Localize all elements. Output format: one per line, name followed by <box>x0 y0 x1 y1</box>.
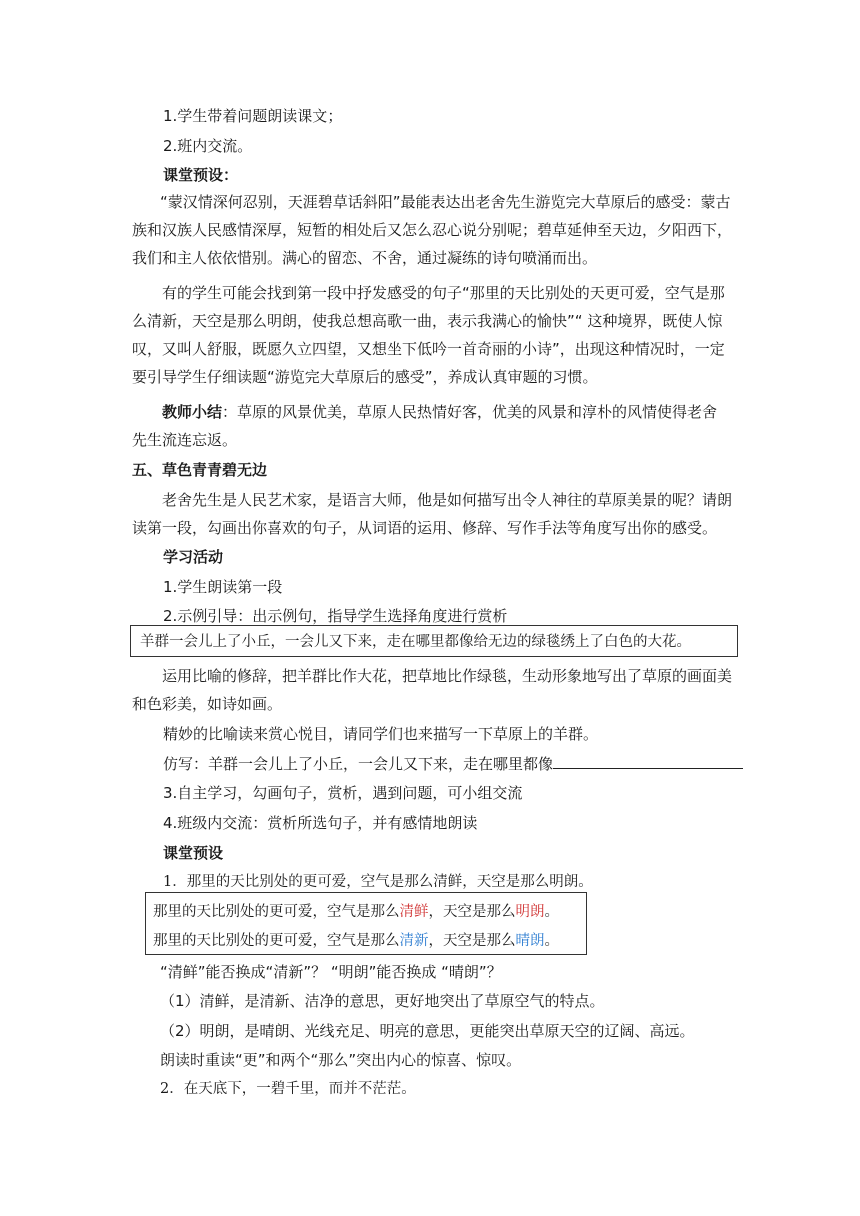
paragraph-metaphor-analysis: 运用比喻的修辞，把羊群比作大花，把草地比作绿毯，生动形象地写出了草原的画面美和色彩美，如诗如画。 <box>132 667 733 713</box>
teacher-summary <box>132 398 732 454</box>
reading-tip: 朗读时重读“更”和两个“那么”突出内心的惊喜、惊叹。 <box>160 1051 522 1069</box>
activity-4: 4.班级内交流：赏析所选句子，并有感情地朗读 <box>163 814 478 832</box>
imitation-writing <box>163 754 763 774</box>
step-1: 1.学生带着问题朗读课文； <box>163 107 343 125</box>
step-2: 2.班内交流。 <box>163 137 253 155</box>
comparison-original-middle: ，天空是那么 <box>428 904 516 920</box>
comparison-original-prefix: 那里的天比别处的更可爱，空气是那么 <box>153 904 400 920</box>
word-qinglang: 晴朗 <box>515 933 545 949</box>
imitation-writing-text: 仿写：羊群一会儿上了小丘，一会儿又下来，走在哪里都像 <box>163 755 554 773</box>
explanation-1: （1）清鲜，是清新、洁净的意思，更好地突出了草原空气的特点。 <box>160 992 605 1010</box>
example-sentence: 羊群一会儿上了小丘，一会儿又下来，走在哪里都像给无边的绿毯绣上了白色的大花。 <box>140 634 691 650</box>
teacher-summary-text: ：草原的风景优美，草原人民热情好客，优美的风景和淳朴的风情使得老舍先生流连忘返。 <box>132 403 718 449</box>
heading-class-preset: 课堂预设： <box>163 166 239 184</box>
paragraph-farewell-poem: “蒙汉情深何忍别，天涯碧草话斜阳”最能表达出老舍先生游览完大草原后的感受：蒙古族和汉族人民感情深厚，短暂的相处后又怎么忍心说分别呢；碧草延伸至天边，夕阳西下，我们和主人依依惜别。满心的留恋、不舍，通过凝练的诗句喷涌而出。 <box>132 193 733 267</box>
explanation-2: （2）明朗，是晴朗、光线充足、明亮的意思，更能突出草原天空的辽阔、高远。 <box>160 1022 695 1040</box>
sample-sentence-1: 1．那里的天比别处的更可爱，空气是那么清鲜，天空是那么明朗。 <box>163 874 593 890</box>
section-5-heading: 五、草色青青碧无边 <box>132 461 268 479</box>
heading-learning-activity: 学习活动 <box>163 548 224 566</box>
word-qingxin: 清新 <box>399 933 429 949</box>
sample-sentence-2: 2．在天底下，一碧千里，而并不茫茫。 <box>160 1081 416 1097</box>
word-minglang: 明朗 <box>515 904 545 920</box>
paragraph-student-answer: 有的学生可能会找到第一段中抒发感受的句子“那里的天比别处的天更可爱，空气是那么清新，天空是那么明朗，使我总想高歌一曲，表示我满心的愉快”“ 这种境界，既使人惊叹，又叫人舒服，既愿久立四望，又想坐下低吟一首奇丽的小诗”，出现这种情况时，一定要引导学生仔细读题“游览完大草原后的感受”，养成认真审题的习惯。 <box>132 284 725 386</box>
paragraph-task-intro: 老舍先生是人民艺术家，是语言大师，他是如何描写出令人神往的草原美景的呢？请朗读第一段，勾画出你喜欢的句子，从词语的运用、修辞、写作手法等角度写出你的感受。 <box>132 491 733 537</box>
paragraph-imitation-prompt: 精妙的比喻读来赏心悦目，请同学们也来描写一下草原上的羊群。 <box>163 725 599 743</box>
comparison-original-end: 。 <box>544 904 559 920</box>
comparison-alternative-prefix: 那里的天比别处的更可爱，空气是那么 <box>153 933 400 949</box>
comparison-question: “清鲜”能否换成“清新”？ “明朗”能否换成 “晴朗”？ <box>160 963 502 981</box>
comparison-alternative <box>153 931 583 951</box>
word-qingxian: 清鲜 <box>399 904 429 920</box>
activity-1: 1.学生朗读第一段 <box>163 578 283 596</box>
comparison-original <box>153 902 583 922</box>
teacher-summary-label: 教师小结 <box>162 403 223 421</box>
comparison-alternative-middle: ，天空是那么 <box>428 933 516 949</box>
comparison-alternative-end: 。 <box>544 933 559 949</box>
fill-in-blank[interactable] <box>553 754 743 769</box>
heading-class-preset-2: 课堂预设 <box>163 844 224 862</box>
activity-2: 2.示例引导：出示例句，指导学生选择角度进行赏析 <box>163 607 508 625</box>
activity-3: 3.自主学习，勾画句子，赏析，遇到问题，可小组交流 <box>163 784 523 802</box>
